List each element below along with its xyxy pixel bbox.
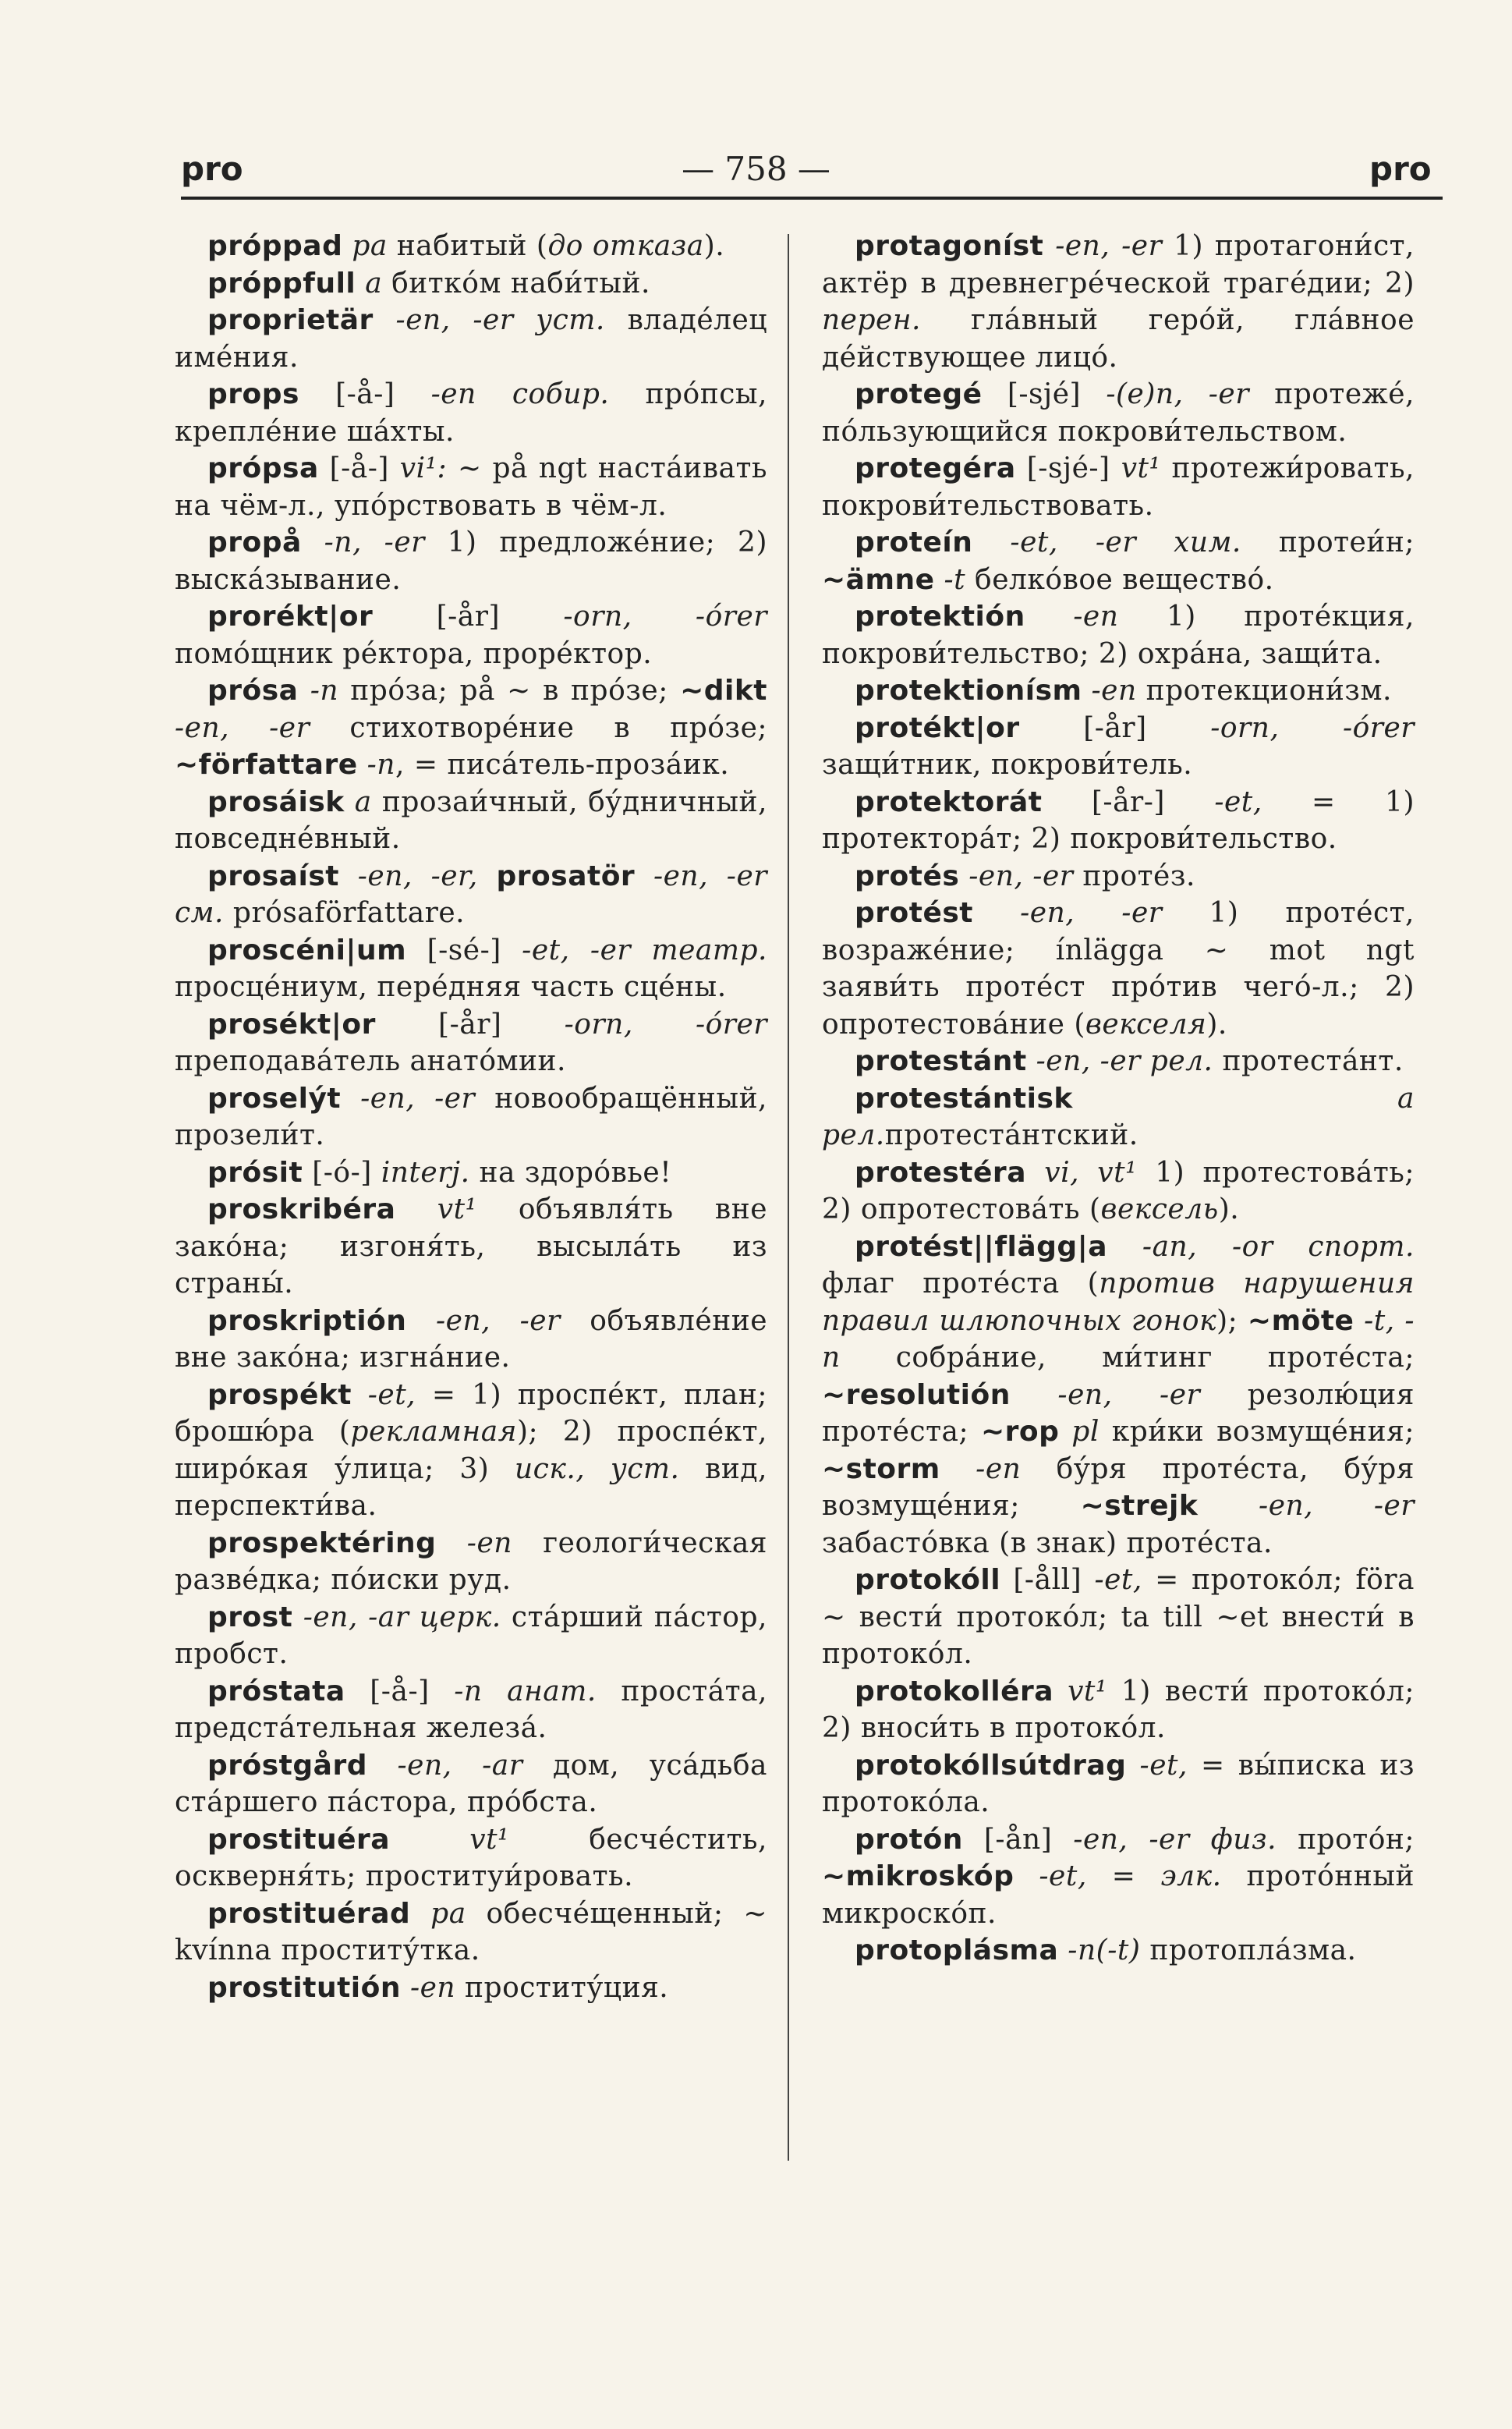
- headword: protékt|or: [855, 711, 1020, 744]
- definition-text: собра́ние, ми́тинг проте́ста;: [840, 1342, 1415, 1374]
- grammar-label: рекламная: [350, 1416, 518, 1448]
- dictionary-entry: [822, 1229, 1415, 1562]
- grammar-label: перен.: [822, 304, 921, 336]
- grammar-label: -en, -er: [1259, 1490, 1415, 1522]
- definition-text: );: [1216, 1304, 1248, 1337]
- grammar-label: -n анат.: [454, 1675, 597, 1707]
- dictionary-entry: [175, 784, 767, 858]
- headword: protést||flägg|a: [855, 1230, 1108, 1263]
- definition-text: гла́вный геро́й, гла́вное де́йствующее лицо́.: [822, 304, 1415, 374]
- grammar-label: -et, -er хим.: [1010, 527, 1241, 558]
- headword: protokóll: [855, 1564, 1001, 1596]
- grammar-label: -en: [976, 1452, 1022, 1485]
- definition-text: стихотворе́ние в про́зе;: [310, 711, 767, 744]
- headword: protokóllsútdrag: [855, 1749, 1127, 1782]
- headword: protokolléra: [855, 1675, 1054, 1707]
- definition-text: новообращённый, прозели́т.: [175, 1082, 768, 1151]
- grammar-label: vt¹: [1068, 1675, 1107, 1707]
- definition-text: ~ på ngt наста́ивать на чём-л., упо́рствовать в чём-л.: [175, 452, 767, 522]
- grammar-label: -n, -er: [324, 527, 425, 558]
- grammar-label: -t: [944, 563, 966, 596]
- dictionary-entry: [822, 710, 1415, 784]
- definition-text: [-sé-]: [427, 934, 522, 966]
- header-rule: [181, 197, 1443, 200]
- grammar-label: -en, -er: [360, 1082, 476, 1115]
- grammar-label: -et,: [1139, 1749, 1188, 1782]
- headword: protoplásma: [855, 1934, 1059, 1966]
- grammar-label: -et,: [1214, 785, 1262, 818]
- dictionary-entry: [175, 672, 767, 784]
- definition-text: [935, 564, 944, 596]
- definition-text: протопла́зма.: [1140, 1934, 1357, 1966]
- headword: protagoníst: [855, 230, 1044, 262]
- dictionary-entry: [175, 524, 767, 598]
- definition-text: 1) протагони́ст, актёр в древнегре́ческой траге́дии; 2): [822, 230, 1415, 300]
- grammar-label: vi¹:: [399, 452, 448, 484]
- definition-text: проститу́ция.: [455, 1971, 669, 2004]
- dictionary-entry: [175, 1970, 767, 2007]
- headword: prosaíst: [207, 860, 339, 892]
- grammar-label: -an, -or спорт.: [1142, 1230, 1415, 1263]
- headword: prostitutión: [207, 1971, 401, 2004]
- headword: prosékt|or: [207, 1008, 376, 1041]
- headword: prospektéring: [207, 1527, 437, 1559]
- grammar-label: -en, -er: [175, 711, 310, 744]
- headword: protést: [855, 897, 974, 929]
- dictionary-entry: [822, 784, 1415, 858]
- grammar-label: -en, -ar церк.: [303, 1601, 501, 1633]
- definition-text: [-år]: [436, 601, 564, 633]
- grammar-label: векселя: [1085, 1008, 1207, 1041]
- definition-text: = 1) протектора́т; 2) покрови́тельство.: [822, 785, 1415, 855]
- grammar-label: элк.: [1160, 1860, 1222, 1892]
- definition-text: резолю́ция проте́ста;: [822, 1378, 1415, 1448]
- dictionary-entry: [822, 450, 1415, 524]
- definition-text: про́псы, крепле́ние ша́хты.: [175, 378, 767, 448]
- definition-text: вид, перспекти́ва.: [175, 1452, 767, 1522]
- definition-text: ); 2) проспе́кт, широ́кая у́лица; 3): [175, 1416, 767, 1485]
- grammar-label: -en: [1073, 601, 1119, 633]
- definition-text: протеста́нт.: [1213, 1045, 1404, 1077]
- definition-text: prósaförfattare.: [223, 897, 466, 929]
- grammar-label: -et, -er театр.: [522, 934, 767, 966]
- definition-text: протеже́, по́льзующийся покрови́тельством.: [822, 378, 1415, 448]
- dictionary-entry: [175, 932, 767, 1006]
- dictionary-entry: [175, 858, 767, 932]
- headword: props: [207, 378, 299, 410]
- grammar-label: a: [365, 267, 383, 300]
- definition-text: [-å-]: [329, 452, 400, 484]
- grammar-label: -en, -ar: [397, 1749, 523, 1782]
- headword: protektorát: [855, 785, 1043, 818]
- grammar-label: -n: [366, 749, 395, 781]
- grammar-label: -n(-t): [1068, 1934, 1141, 1966]
- dictionary-entry: [822, 524, 1415, 598]
- dictionary-entry: [822, 598, 1415, 672]
- running-head-right: pro: [1369, 150, 1432, 188]
- dictionary-entry: [175, 598, 767, 672]
- subentry-headword: ~ämne: [822, 563, 935, 596]
- dictionary-entry: [175, 1303, 767, 1377]
- dictionary-entry: [175, 1154, 767, 1192]
- grammar-label: -orn, -órer: [1210, 711, 1415, 744]
- definition-text: протеста́нтский.: [884, 1119, 1138, 1151]
- subentry-headword: ~möte: [1247, 1304, 1354, 1337]
- definition-text: [635, 860, 653, 892]
- definition-text: протекциони́зм.: [1136, 675, 1392, 707]
- definition-text: прозаи́чный, бу́дничный, повседне́вный.: [175, 785, 767, 855]
- dictionary-entry: [822, 1080, 1415, 1154]
- definition-text: [-år]: [1083, 711, 1211, 744]
- definition-text: 1) предложе́ние; 2) выска́зывание.: [175, 527, 767, 596]
- headword: própsa: [207, 452, 319, 484]
- grammar-label: vt¹: [469, 1823, 509, 1856]
- headword: protektionísm: [855, 675, 1082, 707]
- definition-text: [-åll]: [1013, 1564, 1095, 1596]
- headword: protestántisk: [855, 1082, 1073, 1115]
- definition-text: забасто́вка (в знак) проте́ста.: [822, 1527, 1273, 1559]
- subentry-headword: ~dikt: [680, 675, 767, 707]
- definition-text: [940, 1453, 976, 1485]
- headword: proscéni|um: [207, 934, 407, 966]
- definition-text: битко́м наби́тый.: [382, 267, 650, 300]
- dictionary-entry: [822, 1043, 1415, 1080]
- definition-text: проте́з.: [1073, 860, 1195, 892]
- grammar-label: -orn, -órer: [563, 601, 767, 633]
- definition-text: 1) протестова́ть; 2) опротестова́ть (: [822, 1156, 1415, 1225]
- grammar-label: -en: [1091, 675, 1137, 707]
- dictionary-entry: [175, 1191, 767, 1303]
- subentry-headword: ~mikroskóp: [822, 1860, 1014, 1892]
- definition-text: про́за; på ~ в про́зе;: [338, 675, 681, 707]
- dictionary-entry: [175, 1895, 767, 1970]
- grammar-label: -en, -er см.: [175, 860, 767, 929]
- definition-text: на здоро́вье!: [469, 1156, 672, 1189]
- definition-text: [-år]: [438, 1008, 565, 1041]
- dictionary-entry: [822, 1932, 1415, 1970]
- headword: proselýt: [207, 1082, 342, 1115]
- headword: próstgård: [207, 1749, 367, 1782]
- definition-text: кри́ки возмуще́ния;: [1099, 1416, 1415, 1448]
- grammar-label: interj.: [381, 1156, 470, 1189]
- definition-text: [358, 749, 367, 781]
- headword: proskriptión: [207, 1304, 407, 1337]
- definition-text: =: [1086, 1860, 1161, 1892]
- dictionary-entry: [822, 672, 1415, 710]
- headword: próstata: [207, 1675, 345, 1707]
- dictionary-entry: [175, 228, 767, 265]
- grammar-label: -orn, -órer: [564, 1008, 768, 1041]
- definition-text: преподава́тель анато́мии.: [175, 1045, 566, 1077]
- grammar-label: иск., уст.: [514, 1452, 680, 1485]
- subentry-headword: ~rop: [980, 1416, 1060, 1448]
- definition-text: обесче́щенный; ~ kvínna проститу́тка.: [175, 1897, 767, 1966]
- grammar-label: a рел.: [822, 1082, 1415, 1151]
- grammar-label: vt¹: [1121, 452, 1161, 484]
- definition-text: [-å-]: [335, 378, 431, 410]
- definition-text: помо́щник ре́ктора, проре́ктор.: [175, 637, 653, 670]
- dictionary-entry: [822, 376, 1415, 450]
- definition-text: бесче́стить, оскверня́ть; проституи́ровать.: [175, 1823, 767, 1892]
- definition-text: белко́вое вещество́.: [965, 563, 1274, 596]
- grammar-label: pa: [352, 230, 388, 262]
- grammar-label: pa: [430, 1897, 466, 1930]
- definition-text: = 1) проспе́кт, план; брошю́ра (: [175, 1378, 767, 1448]
- grammar-label: -et,: [1094, 1564, 1142, 1596]
- definition-text: прото́нный микроско́п.: [822, 1860, 1415, 1930]
- dictionary-entry: [822, 1821, 1415, 1933]
- definition-text: [-ó-]: [312, 1156, 381, 1189]
- dictionary-entry: [822, 1673, 1415, 1747]
- dictionary-entry: [822, 858, 1415, 895]
- headword: protón: [855, 1823, 963, 1856]
- grammar-label: -(e)n, -er: [1106, 378, 1249, 410]
- definition-text: ).: [1218, 1193, 1240, 1225]
- definition-text: , = писа́тель-проза́ик.: [395, 749, 730, 781]
- left-column: [175, 228, 767, 2006]
- definition-text: [1059, 1416, 1071, 1448]
- definition-text: набитый (: [387, 230, 548, 262]
- definition-text: 1) проте́ст, возраже́ние; ínlägga ~ mot ngt заяви́ть проте́ст про́тив чего́-л.; 2) опротестова́ние (: [822, 897, 1415, 1041]
- subentry-headword: ~storm: [822, 1452, 940, 1485]
- grammar-label: -en, -er: [1055, 230, 1163, 262]
- dictionary-entry: [822, 1562, 1415, 1673]
- page-number: — 758 —: [682, 150, 830, 188]
- definition-text: [-år-]: [1091, 785, 1215, 818]
- grammar-label: -en, -er: [1020, 897, 1163, 929]
- headword: protestánt: [855, 1045, 1027, 1077]
- dictionary-entry: [822, 895, 1415, 1043]
- right-column: [822, 228, 1415, 1970]
- definition-text: [1011, 1379, 1058, 1411]
- grammar-label: -et,: [1039, 1860, 1087, 1892]
- headword: prósit: [207, 1156, 303, 1189]
- subentry-headword: ~strejk: [1080, 1490, 1199, 1522]
- grammar-label: против нарушения правил шлюпочных гонок: [822, 1268, 1415, 1337]
- grammar-label: vt¹: [437, 1193, 477, 1225]
- grammar-label: -en, -er: [968, 860, 1074, 892]
- headword: propå: [207, 527, 302, 558]
- definition-text: дом, уса́дьба ста́ршего па́стора, про́бста.: [175, 1749, 767, 1818]
- grammar-label: -en, -er: [1057, 1378, 1201, 1411]
- grammar-label: -en, -er,: [357, 860, 478, 892]
- headword: prósa: [207, 675, 299, 707]
- grammar-label: -et,: [367, 1378, 416, 1411]
- grammar-label: -en: [409, 1971, 456, 2004]
- dictionary-entry: [175, 302, 767, 376]
- headword: prost: [207, 1601, 293, 1633]
- headword: próppad: [207, 230, 343, 262]
- definition-text: [1198, 1490, 1259, 1522]
- definition-text: 1) проте́кция, покрови́тельство; 2) охра́на, защи́та.: [822, 601, 1415, 670]
- headword: prorékt|or: [207, 601, 374, 633]
- definition-text: ).: [1206, 1008, 1227, 1041]
- grammar-label: до отказа: [547, 230, 704, 262]
- definition-text: ста́рший па́стор, пробст.: [175, 1601, 767, 1670]
- headword: protestéra: [855, 1156, 1026, 1189]
- dictionary-entry: [175, 265, 767, 303]
- headword: proprietär: [207, 304, 374, 336]
- definition-text: проста́та, предста́тельная железа́.: [175, 1675, 767, 1744]
- headword: protés: [855, 860, 960, 892]
- headword: próppfull: [207, 267, 356, 300]
- grammar-label: a: [354, 785, 372, 818]
- grammar-label: -en, -er физ.: [1073, 1823, 1277, 1856]
- definition-text: протежи́ровать, покрови́тельствовать.: [822, 452, 1415, 522]
- grammar-label: -en, -er: [435, 1304, 561, 1337]
- headword: proskribéra: [207, 1193, 396, 1225]
- column-divider: [788, 234, 789, 2161]
- headword: protegé: [855, 378, 983, 410]
- headword: prostituéra: [207, 1823, 391, 1856]
- definition-text: просце́ниум, пере́дняя часть сце́ны.: [175, 971, 727, 1003]
- definition-text: [1354, 1305, 1364, 1337]
- definition-text: ).​: [703, 230, 725, 262]
- grammar-label: -en: [466, 1527, 512, 1559]
- subentry-headword: ~författare: [175, 749, 358, 781]
- definition-text: флаг проте́ста (: [822, 1268, 1099, 1300]
- dictionary-entry: [175, 1747, 767, 1821]
- dictionary-entry: [175, 1599, 767, 1673]
- definition-text: защи́тник, покрови́тель.: [822, 749, 1193, 781]
- headword: prosáisk: [207, 785, 345, 818]
- grammar-label: -en собир.: [430, 378, 610, 410]
- definition-text: 1) вести́ протоко́л; 2) вноси́ть в протоко́л.: [822, 1675, 1415, 1744]
- dictionary-entry: [175, 1673, 767, 1747]
- grammar-label: vi, vt¹: [1044, 1156, 1138, 1189]
- subentry-headword: prosatör: [496, 860, 636, 892]
- dictionary-entry: [175, 1377, 767, 1525]
- headword: protektión: [855, 601, 1025, 633]
- dictionary-entry: [175, 1006, 767, 1080]
- headword: prostituérad: [207, 1897, 411, 1930]
- definition-text: владе́лец име́ния.: [175, 304, 767, 374]
- grammar-label: -en, -er рел.: [1036, 1045, 1213, 1077]
- definition-text: [-sjé]: [1007, 378, 1107, 410]
- definition-text: = вы́писка из протоко́ла.: [822, 1749, 1415, 1818]
- grammar-label: -en, -er уст.: [395, 304, 605, 336]
- definition-text: [-å-]: [370, 1675, 455, 1707]
- dictionary-entry: [175, 376, 767, 450]
- definition-text: бу́ря проте́ста, бу́ря возмуще́ния;: [822, 1452, 1415, 1522]
- definition-text: [-ån]: [983, 1823, 1074, 1856]
- definition-text: геологи́ческая разве́дка; по́иски руд.: [175, 1527, 767, 1596]
- grammar-label: -t, -n: [822, 1304, 1415, 1374]
- definition-text: прото́н;: [1277, 1823, 1415, 1856]
- dictionary-entry: [175, 1821, 767, 1895]
- definition-text: объявле́ние вне зако́на; изгна́ние.: [175, 1304, 767, 1374]
- dictionary-entry: [175, 1525, 767, 1599]
- dictionary-entry: [822, 1154, 1415, 1229]
- definition-text: [-sjé-]: [1026, 452, 1121, 484]
- dictionary-entry: [175, 450, 767, 524]
- definition-text: = протоко́л; föra ~ вести́ протоко́л; ta till ~et внести́ в протоко́л.: [822, 1564, 1415, 1670]
- dictionary-entry: [822, 228, 1415, 376]
- grammar-label: вексель: [1100, 1193, 1219, 1225]
- grammar-label: pl: [1071, 1416, 1099, 1448]
- definition-text: [1014, 1860, 1039, 1892]
- headword: protegéra: [855, 452, 1016, 484]
- definition-text: [478, 860, 497, 892]
- running-head-left: pro: [181, 150, 243, 188]
- dictionary-entry: [175, 1080, 767, 1154]
- headword: proteín: [855, 527, 973, 558]
- grammar-label: -n: [310, 675, 339, 707]
- definition-text: протеи́н;: [1241, 527, 1415, 558]
- headword: prospékt: [207, 1378, 352, 1411]
- definition-text: объявля́ть вне зако́на; изгоня́ть, высыла́ть из страны́.: [175, 1193, 768, 1300]
- dictionary-entry: [822, 1747, 1415, 1821]
- subentry-headword: ~resolutión: [822, 1378, 1011, 1411]
